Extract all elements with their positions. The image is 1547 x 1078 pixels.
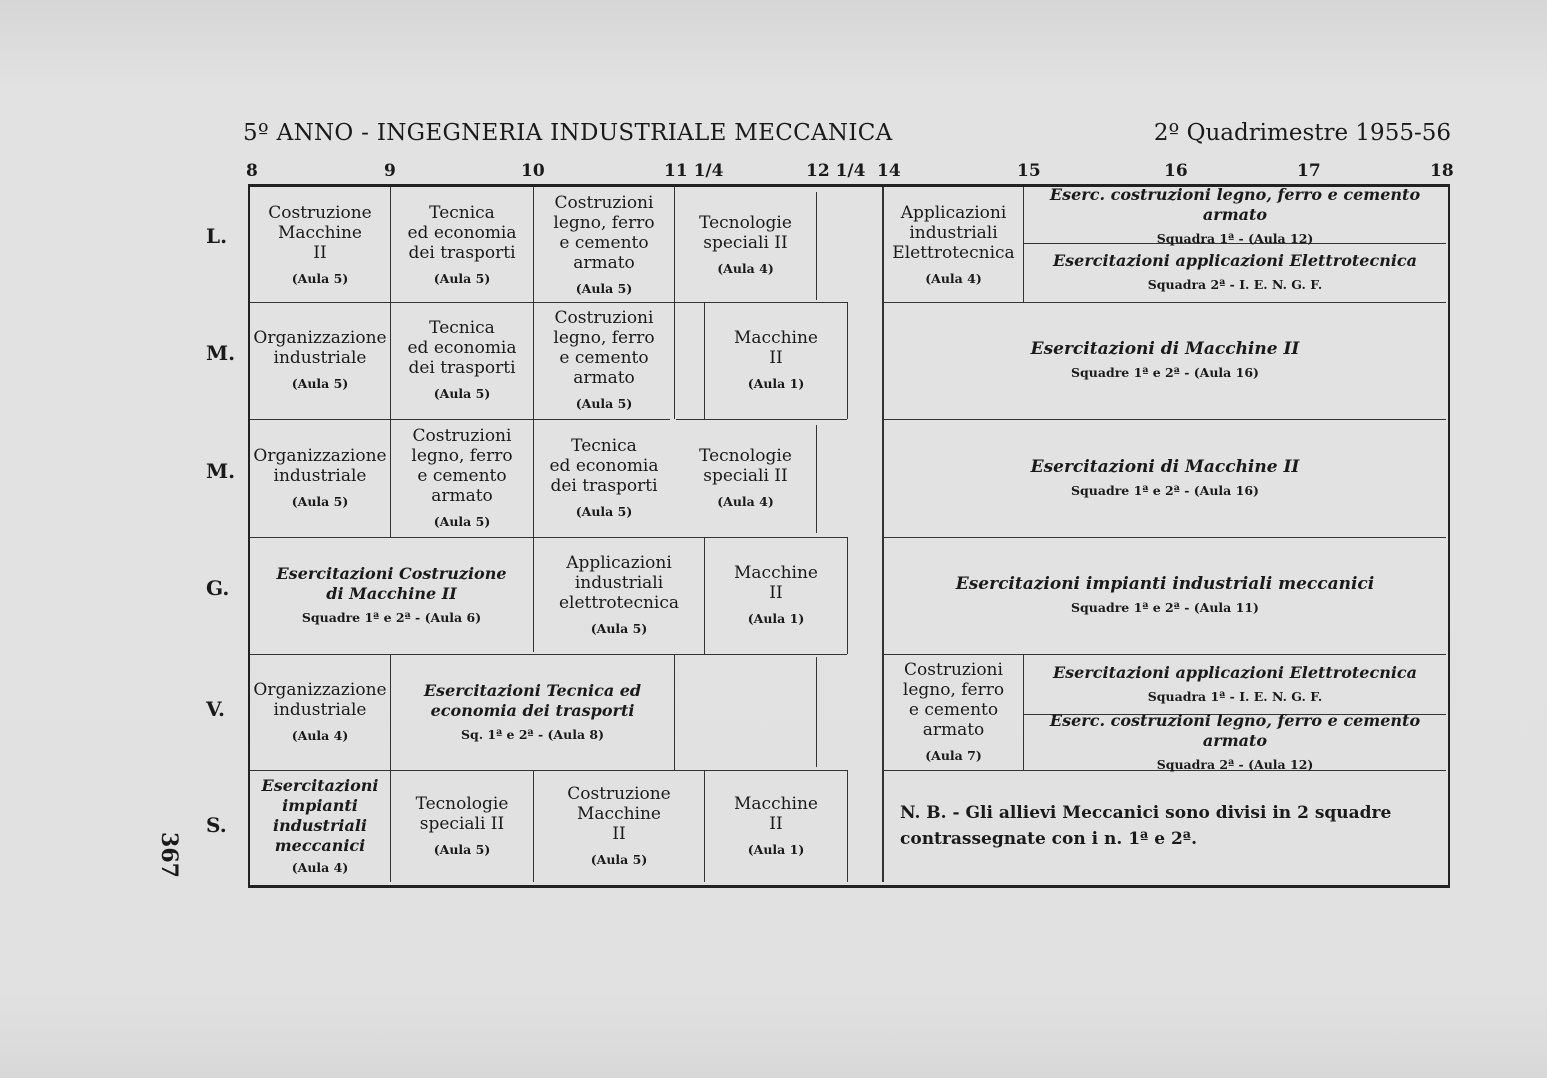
hour-label: 11 1/4: [664, 161, 724, 181]
row-divider: [883, 654, 1446, 655]
row-divider: [883, 302, 1446, 303]
column-divider: [816, 425, 817, 533]
class-cell: Tecnologie speciali II (Aula 5): [415, 794, 509, 857]
column-divider: [847, 302, 848, 419]
row-divider: [676, 302, 847, 303]
column-divider: [674, 655, 675, 770]
class-cell: Costruzioni legno, ferro e cemento armato (Aula 5): [553, 308, 655, 411]
class-cell: Esercitazioni di Macchine II Squadre 1ª e 2ª - (Aula 16): [1030, 339, 1300, 380]
hour-label: 9: [384, 161, 396, 181]
hour-label: 8: [246, 161, 258, 181]
class-cell: Costruzione Macchine II (Aula 5): [268, 203, 372, 286]
class-cell: Tecnica ed economia dei trasporti (Aula 5): [407, 318, 517, 401]
row-divider: [883, 419, 1446, 420]
class-cell: Applicazioni industriali Elettrotecnica (Aula 4): [892, 203, 1015, 286]
column-divider: [847, 537, 848, 654]
hour-label: 17: [1297, 161, 1321, 181]
day-label: G.: [206, 576, 230, 600]
class-cell: Macchine II (Aula 1): [734, 563, 818, 626]
class-cell: Applicazioni industriali elettrotecnica (Aula 5): [558, 553, 680, 636]
row-divider: [250, 654, 847, 655]
row-divider: [250, 537, 847, 538]
class-cell: Costruzioni legno, ferro e cemento armato (Aula 5): [411, 425, 513, 529]
day-label: M.: [206, 341, 236, 365]
row-divider: [250, 770, 847, 771]
day-label: M.: [206, 459, 236, 483]
class-cell: Esercitazioni di Macchine II Squadre 1ª e 2ª - (Aula 16): [1030, 456, 1300, 498]
day-label: V.: [206, 697, 225, 721]
class-cell: Tecnica ed economia dei trasporti (Aula 5): [549, 435, 659, 519]
class-cell: Organizzazione industriale (Aula 5): [253, 328, 387, 391]
page-number: 367: [155, 832, 182, 878]
semester-label: 2º Quadrimestre 1955-56: [1153, 120, 1451, 146]
hour-label: 12 1/4: [806, 161, 866, 181]
hour-label: 18: [1430, 161, 1454, 181]
class-cell: Esercitazioni Costruzione di Macchine II Squadre 1ª e 2ª - (Aula 6): [276, 564, 507, 625]
class-cell: Costruzioni legno, ferro e cemento armato (Aula 7): [902, 659, 1005, 763]
row-divider: [250, 419, 670, 420]
class-cell: Organizzazione industriale (Aula 4): [253, 679, 387, 743]
class-cell: Esercitazioni applicazioni Elettrotecnica Squadra 1ª - I. E. N. G. F.: [1052, 663, 1418, 704]
column-divider: [816, 192, 817, 300]
column-divider: [816, 657, 817, 767]
class-cell: Eserc. costruzioni legno, ferro e cemento armato Squadra 2ª - (Aula 12): [1049, 710, 1421, 772]
class-cell: Esercitazioni impianti industriali meccanici Squadre 1ª e 2ª - (Aula 11): [955, 574, 1375, 615]
column-divider: [847, 770, 848, 882]
row-divider: [676, 419, 847, 420]
class-cell: Costruzioni legno, ferro e cemento armato (Aula 5): [553, 193, 655, 296]
page-title: 5º ANNO - INGEGNERIA INDUSTRIALE MECCANICA: [243, 120, 893, 146]
class-cell: Esercitazioni Tecnica ed economia dei trasporti Sq. 1ª e 2ª - (Aula 8): [423, 680, 642, 742]
hour-label: 10: [521, 161, 545, 181]
class-cell: Tecnologie speciali II (Aula 4): [699, 213, 792, 276]
hour-label: 15: [1017, 161, 1041, 181]
day-label: S.: [206, 813, 227, 837]
hour-label: 14: [877, 161, 901, 181]
class-cell: Macchine II (Aula 1): [734, 328, 818, 391]
row-divider: [883, 537, 1446, 538]
class-cell: Macchine II (Aula 1): [734, 794, 818, 857]
class-cell: Esercitazioni applicazioni Elettrotecnica Squadra 2ª - I. E. N. G. F.: [1052, 251, 1418, 292]
class-cell: Tecnologie speciali II (Aula 4): [699, 445, 792, 509]
class-cell: Esercitazioni impianti industriali meccanici (Aula 4): [261, 776, 379, 875]
column-divider: [674, 302, 675, 419]
hour-label: 16: [1164, 161, 1188, 181]
class-cell: Costruzione Macchine II (Aula 5): [567, 784, 671, 867]
class-cell: Organizzazione industriale (Aula 5): [253, 445, 387, 509]
class-cell: Eserc. costruzioni legno, ferro e cemento armato Squadra 1ª - (Aula 12): [1049, 184, 1421, 246]
class-cell: Tecnica ed economia dei trasporti (Aula 5): [407, 203, 517, 286]
footnote: N. B. - Gli allievi Meccanici sono divisi in 2 squadre contrassegnate con i n. 1ª e 2ª.: [900, 803, 1392, 849]
day-label: L.: [206, 224, 228, 248]
